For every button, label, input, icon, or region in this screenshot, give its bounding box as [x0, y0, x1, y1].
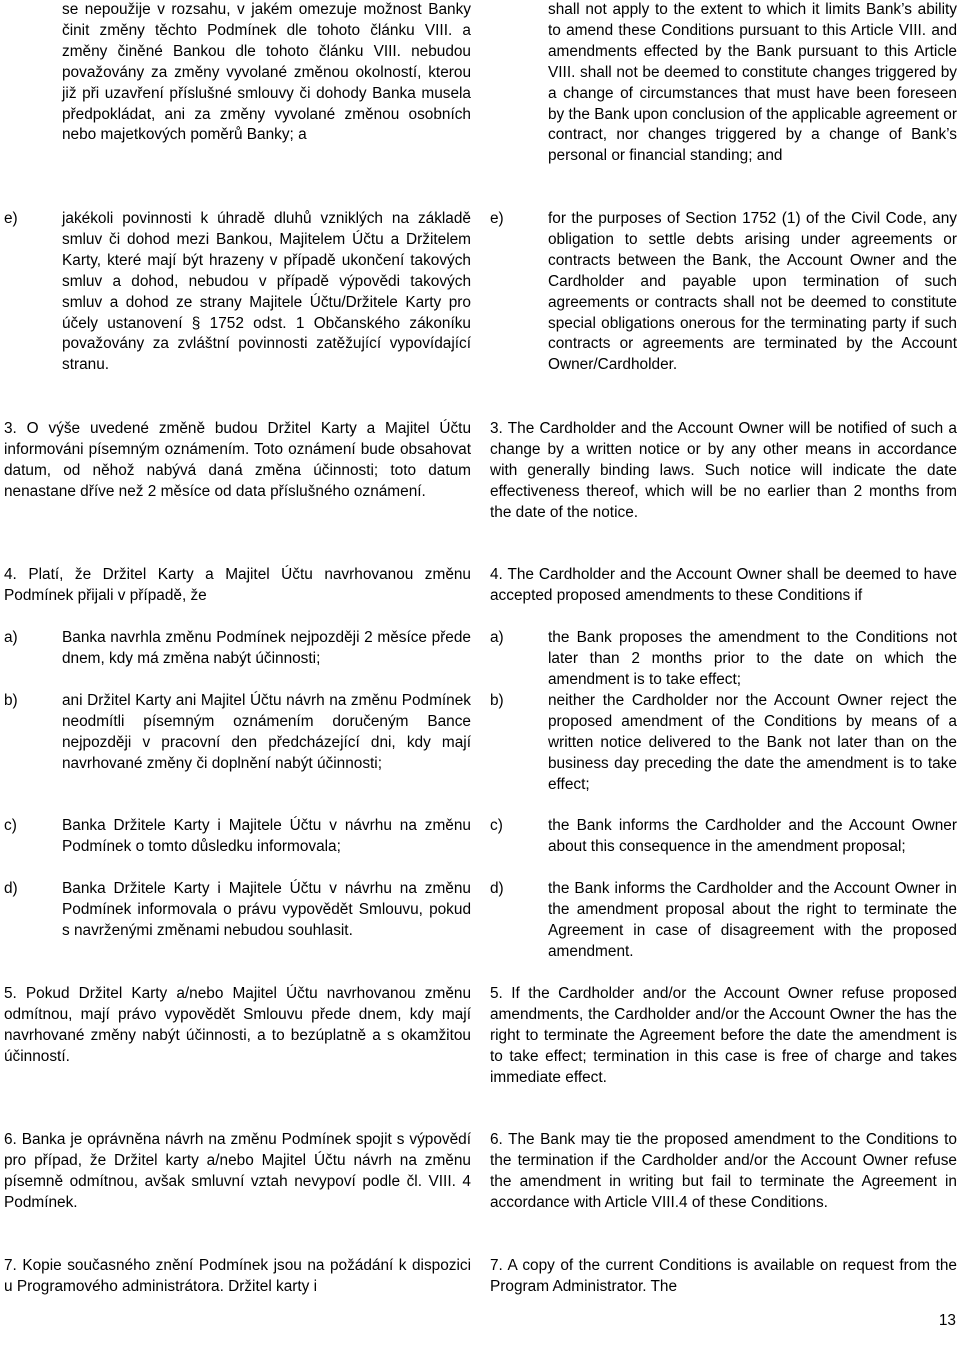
item-text: Banka navrhla změnu Podmínek nejpozději 2 měsíce přede dnem, kdy má změna nabýt účinnosti;: [62, 629, 471, 667]
item-label: c): [4, 817, 17, 834]
paragraph-5: 5. Pokud Držitel Karty a/nebo Majitel Účtu navrhovanou změnu odmítnou, mají právo vypovědět Smlouvu přede dnem, kdy mají navrhované změny nabýt účinnosti, a to bezúplatně a s okamžitou účinností.: [4, 985, 471, 1065]
item-label: c): [490, 817, 503, 834]
item-label: a): [490, 629, 504, 646]
item-c: [4, 816, 471, 858]
continuation-paragraph: shall not apply to the extent to which it limits Bank’s ability to amend these Conditions pursuant to this Article VIII. and amendments effected by the Bank pursuant to this Article VIII. shall not be deemed to constitute changes triggered by a change of circumstances that must have been foreseen by the Bank upon conclusion of the applicable agreement or contract, nor changes triggered by a change of Bank’s personal or financial standing; and: [548, 1, 957, 165]
item-text: Banka Držitele Karty i Majitele Účtu v návrhu na změnu Podmínek informovala o právu vypovědět Smlouvu, pokud s navrženými změnami nebudou souhlasit.: [62, 880, 471, 939]
item-label: b): [490, 692, 504, 709]
continuation-paragraph: se nepoužije v rozsahu, v jakém omezuje možnost Banky činit změny těchto Podmínek dle tohoto článku VIII. a změny činěné Bankou dle tohoto článku VIII. nebudou považovány za změny vyvolané změnou okolností, kterou již při uzavření příslušné smlouvy či dohody Banka musela předpokládat, ani za změny vyvolané změnou osobních nebo majetkových poměrů Banky; a: [62, 1, 471, 144]
item-b: [490, 691, 957, 796]
item-text: jakékoli povinnosti k úhradě dluhů vzniklých na základě smluv či dohod mezi Bankou, Majitelem Účtu a Držitelem Karty, které mají být hrazeny v případě ukončení takových smluv a dohod, nebudou v případě výpovědi takových smluv a dohod ze strany Majitele Účtu/Držitele Karty pro účely ustanovení § 1752 odst. 1 Občanského zákoníku považovány za zvláštní povinnosti zatěžující vypovídající stranu.: [62, 210, 471, 374]
item-text: ani Držitel Karty ani Majitel Účtu návrh na změnu Podmínek neodmítli písemným oznámením doručeným Bance nejpozději v pracovní den předcházející dni, kdy mají navrhované změny či doplnění nabýt účinnosti;: [62, 692, 471, 772]
item-a: [490, 628, 957, 691]
paragraph-7: 7. Kopie současného znění Podmínek jsou na požádání k dispozici u Programového administrátora. Držitel karty i: [4, 1257, 471, 1295]
page-number: 13: [938, 1312, 956, 1329]
paragraph-6: 6. The Bank may tie the proposed amendment to the Conditions to the termination if the Cardholder and/or the Account Owner refuse the amendment in writing but fail to terminate the Agreement in accordance with Article VIII.4 of these Conditions.: [490, 1131, 957, 1211]
item-d: [4, 879, 471, 942]
item-label: e): [4, 210, 18, 227]
item-d: [490, 879, 957, 963]
paragraph-3: 3. O výše uvedené změně budou Držitel Karty a Majitel Účtu informováni písemným oznámením. Toto oznámení bude obsahovat datum, od něhož nabývá daná změna účinnosti; toto datum nenastane dříve než 2 měsíce od data příslušného oznámení.: [4, 420, 471, 500]
item-label: e): [490, 210, 504, 227]
item-text: Banka Držitele Karty i Majitele Účtu v návrhu na změnu Podmínek o tomto důsledku informovala;: [62, 817, 471, 855]
item-label: d): [4, 880, 18, 897]
item-e: [490, 209, 957, 376]
item-text: the Bank proposes the amendment to the Conditions not later than 2 months prior to the date on which the amendment is to take effect;: [548, 629, 957, 688]
item-text: neither the Cardholder nor the Account Owner reject the proposed amendment of the Conditions by means of a written notice delivered to the Bank not later than on the business day preceding the date the amendment is to take effect;: [548, 692, 957, 793]
paragraph-6: 6. Banka je oprávněna návrh na změnu Podmínek spojit s výpovědí pro případ, že Držitel karty a/nebo Majitel Účtu návrh na změnu písemně odmítnou, avšak smluvní vztah nevypoví podle čl. VIII. 4 Podmínek.: [4, 1131, 471, 1211]
paragraph-4: 4. The Cardholder and the Account Owner shall be deemed to have accepted proposed amendments to these Conditions if: [490, 566, 957, 604]
item-b: [4, 691, 471, 775]
item-a: [4, 628, 471, 670]
item-text: the Bank informs the Cardholder and the Account Owner about this consequence in the amendment proposal;: [548, 817, 957, 855]
item-text: for the purposes of Section 1752 (1) of the Civil Code, any obligation to settle debts arising under agreements or contracts between the Bank, the Account Owner and the Cardholder and payable upon termination of such agreements or contracts shall not be deemed to constitute special obligations onerous for the terminating party if such contracts or agreements are terminated by the Account Owner/Cardholder.: [548, 210, 957, 374]
item-label: b): [4, 692, 18, 709]
paragraph-7: 7. A copy of the current Conditions is available on request from the Program Administrator. The: [490, 1257, 957, 1295]
item-label: d): [490, 880, 504, 897]
item-text: the Bank informs the Cardholder and the Account Owner in the amendment proposal about the right to terminate the Agreement in case of disagreement with the proposed amendment.: [548, 880, 957, 960]
paragraph-5: 5. If the Cardholder and/or the Account Owner refuse proposed amendments, the Cardholder and/or the Account Owner the has the right to terminate the Agreement before the date the amendment is to take effect; termination in this case is free of charge and takes immediate effect.: [490, 985, 957, 1086]
paragraph-3: 3. The Cardholder and the Account Owner will be notified of such a change by a written notice or by any other means in accordance with generally binding laws. Such notice will indicate the date effectiveness thereof, which will be no earlier than 2 months from the date of the notice.: [490, 420, 957, 521]
paragraph-4: 4. Platí, že Držitel Karty a Majitel Účtu navrhovanou změnu Podmínek přijali v případě, že: [4, 566, 471, 604]
item-e: [4, 209, 471, 376]
item-label: a): [4, 629, 18, 646]
item-c: [490, 816, 957, 858]
